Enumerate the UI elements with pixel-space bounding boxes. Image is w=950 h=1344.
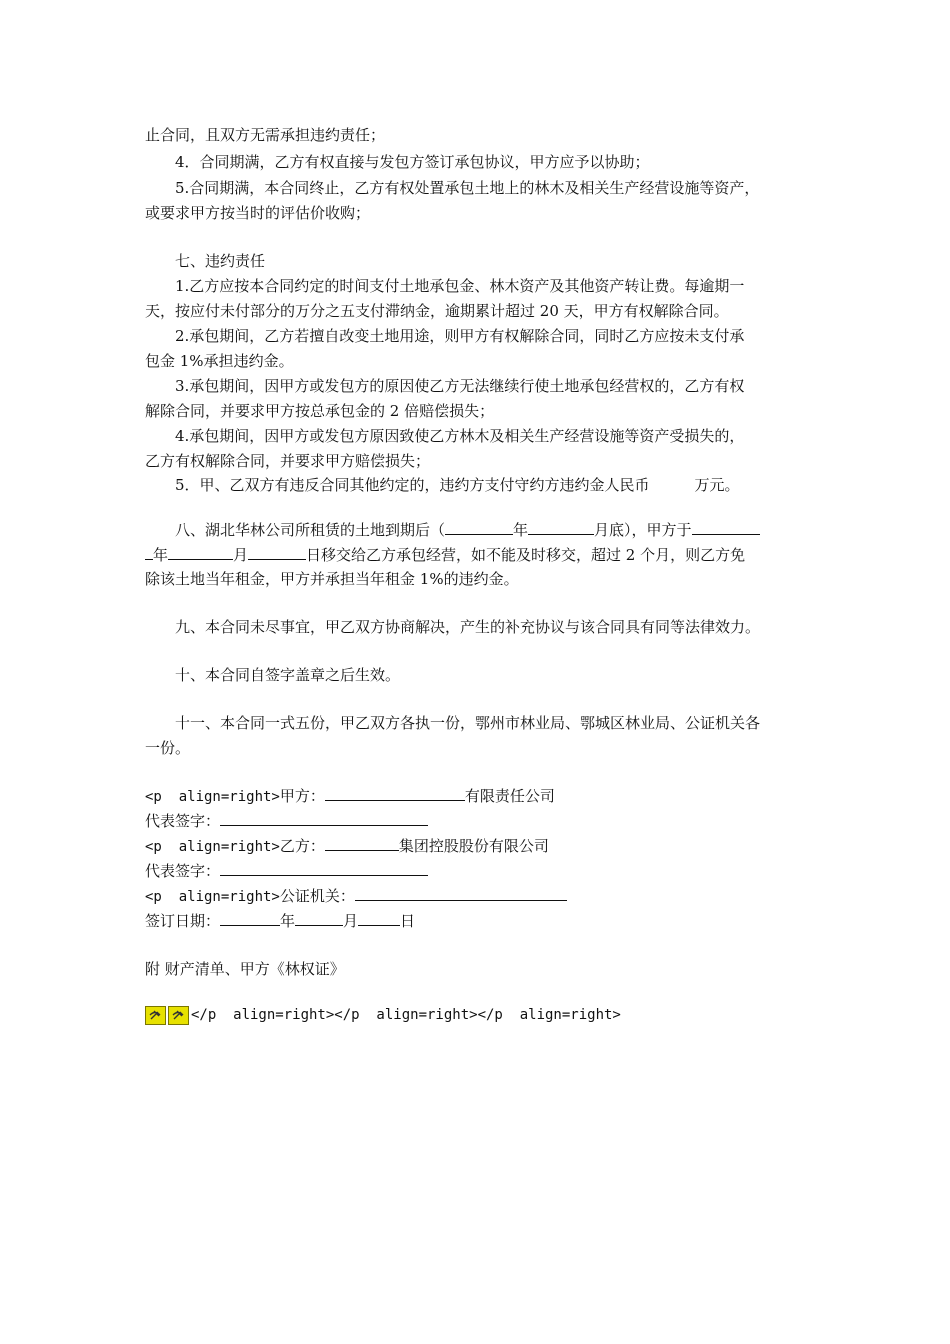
text-fragment: 年 bbox=[513, 521, 529, 539]
notary-label: 公证机关： bbox=[279, 887, 355, 905]
representative-label: 代表签字： bbox=[145, 862, 221, 880]
party-a-label: 甲方： bbox=[279, 787, 325, 805]
blank-underline bbox=[325, 834, 399, 851]
blank-underline bbox=[168, 543, 233, 560]
text-line: 5.合同期满，本合同终止，乙方有权处置承包土地上的林木及相关生产经营设施等资产， bbox=[145, 179, 760, 197]
text-fragment: 年 bbox=[280, 912, 296, 930]
section-eight-line-1 bbox=[145, 518, 760, 540]
text-fragment: 月底），甲方于 bbox=[594, 521, 692, 539]
text-fragment: 月 bbox=[233, 546, 249, 564]
closing-tags-line bbox=[145, 1003, 621, 1025]
blank-underline bbox=[358, 909, 400, 926]
signature-underline bbox=[220, 809, 428, 826]
text-line: 4．合同期满，乙方有权直接与发包方签订承包协议，甲方应予以协助； bbox=[145, 153, 650, 171]
section-ten: 十、本合同自签字盖章之后生效。 bbox=[145, 666, 401, 684]
text-line: 5．甲、乙双方有违反合同其他约定的，违约方支付守约方违约金人民币 万元。 bbox=[145, 476, 740, 494]
representative-a-line bbox=[145, 809, 428, 831]
party-a-line bbox=[145, 784, 555, 806]
text-line: 乙方有权解除合同，并要求甲方赔偿损失； bbox=[145, 452, 431, 470]
sign-date-line bbox=[145, 909, 415, 931]
text-fragment: 日移交给乙方承包经营，如不能及时移交，超过 2 个月，则乙方免 bbox=[306, 546, 746, 564]
blank-underline bbox=[325, 784, 465, 801]
sign-date-label: 签订日期： bbox=[145, 912, 221, 930]
representative-label: 代表签字： bbox=[145, 812, 221, 830]
party-b-line bbox=[145, 834, 549, 856]
party-b-suffix: 集团控股股份有限公司 bbox=[398, 837, 549, 855]
text-fragment: 八、湖北华林公司所租赁的土地到期后（ bbox=[145, 521, 446, 539]
blank-underline bbox=[692, 518, 760, 535]
party-b-label: 乙方： bbox=[279, 837, 325, 855]
blank-underline bbox=[248, 543, 306, 560]
text-line: 除该土地当年租金，甲方并承担当年租金 1%的违约金。 bbox=[145, 570, 519, 588]
blank-underline bbox=[145, 543, 153, 560]
blank-underline bbox=[355, 884, 567, 901]
text-line: 解除合同，并要求甲方按总承包金的 2 倍赔偿损失； bbox=[145, 402, 495, 420]
party-a-suffix: 有限责任公司 bbox=[464, 787, 555, 805]
text-line: 1.乙方应按本合同约定的时间支付土地承包金、林木资产及其他资产转让费。每逾期一 bbox=[145, 277, 745, 295]
text-line: 4.承包期间，因甲方或发包方原因致使乙方林木及相关生产经营设施等资产受损失的， bbox=[145, 427, 745, 445]
seal-icon bbox=[145, 1006, 166, 1025]
seal-icon bbox=[168, 1006, 189, 1025]
section-heading-seven: 七、违约责任 bbox=[145, 252, 266, 270]
text-fragment: 日 bbox=[400, 912, 416, 930]
blank-underline bbox=[220, 909, 280, 926]
representative-b-line bbox=[145, 859, 428, 881]
attachment-note: 附 财产清单、甲方《林权证》 bbox=[145, 960, 345, 978]
raw-tag-text: </p align=right></p align=right></p align=right> bbox=[191, 1007, 621, 1023]
blank-underline bbox=[295, 909, 343, 926]
section-nine: 九、本合同未尽事宜，甲乙双方协商解决，产生的补充协议与该合同具有同等法律效力。 bbox=[145, 618, 761, 636]
signature-underline bbox=[220, 859, 428, 876]
section-eleven-line-1: 十一、本合同一式五份，甲乙双方各执一份，鄂州市林业局、鄂城区林业局、公证机关各 bbox=[145, 714, 761, 732]
text-line: 止合同，且双方无需承担违约责任； bbox=[145, 126, 386, 144]
text-line: 2.承包期间，乙方若擅自改变土地用途，则甲方有权解除合同，同时乙方应按未支付承 bbox=[145, 327, 745, 345]
text-fragment: 月 bbox=[343, 912, 359, 930]
blank-underline bbox=[445, 518, 513, 535]
section-eight-line-2 bbox=[145, 543, 745, 565]
text-line: 天，按应付未付部分的万分之五支付滞纳金，逾期累计超过 20 天，甲方有权解除合同。 bbox=[145, 302, 729, 320]
text-fragment: 年 bbox=[153, 546, 169, 564]
notary-line bbox=[145, 884, 567, 906]
blank-underline bbox=[528, 518, 594, 535]
text-line: 包金 1%承担违约金。 bbox=[145, 352, 294, 370]
text-line: 或要求甲方按当时的评估价收购； bbox=[145, 204, 371, 222]
section-eleven-line-2: 一份。 bbox=[145, 739, 191, 757]
raw-tag-text: <p align=right> bbox=[145, 889, 280, 905]
raw-tag-text: <p align=right> bbox=[145, 789, 280, 805]
raw-tag-text: <p align=right> bbox=[145, 839, 280, 855]
text-line: 3.承包期间，因甲方或发包方的原因使乙方无法继续行使土地承包经营权的，乙方有权 bbox=[145, 377, 745, 395]
